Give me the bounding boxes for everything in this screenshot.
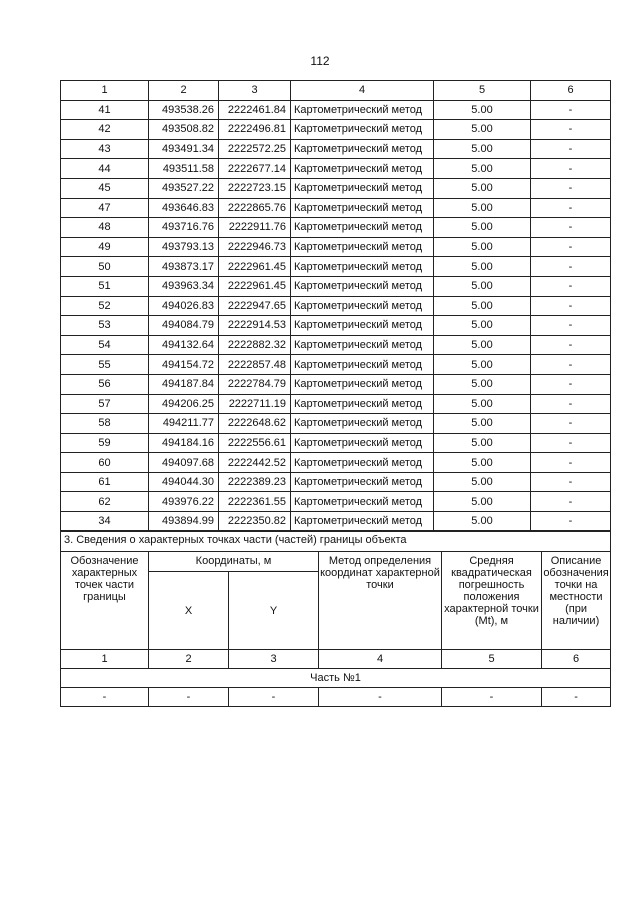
points-table-body xyxy=(61,81,611,532)
point-number: 54 xyxy=(61,335,149,355)
column-number: 4 xyxy=(291,81,434,101)
method: Картометрический метод xyxy=(291,159,434,179)
accuracy: 5.00 xyxy=(434,414,531,434)
coord-y: 2222556.61 xyxy=(219,433,291,453)
coord-y: 2222389.23 xyxy=(219,472,291,492)
section-3-cell: - xyxy=(442,688,542,707)
description: - xyxy=(531,198,611,218)
method: Картометрический метод xyxy=(291,335,434,355)
coord-x: 493716.76 xyxy=(149,218,219,238)
accuracy: 5.00 xyxy=(434,276,531,296)
method: Картометрический метод xyxy=(291,316,434,336)
header-accuracy: Средняя квадратическая погрешность положения характерной точки (Mt), м xyxy=(442,552,542,650)
description: - xyxy=(531,492,611,512)
coord-y: 2222946.73 xyxy=(219,237,291,257)
header-x: X xyxy=(149,572,229,650)
column-number: 5 xyxy=(442,650,542,669)
method: Картометрический метод xyxy=(291,120,434,140)
coord-x: 494044.30 xyxy=(149,472,219,492)
table-row xyxy=(61,316,611,336)
accuracy: 5.00 xyxy=(434,394,531,414)
method: Картометрический метод xyxy=(291,414,434,434)
column-number: 1 xyxy=(61,650,149,669)
method: Картометрический метод xyxy=(291,374,434,394)
coord-x: 493793.13 xyxy=(149,237,219,257)
table-row xyxy=(61,394,611,414)
part-label: Часть №1 xyxy=(61,669,611,688)
section-3-cell: - xyxy=(149,688,229,707)
table-row xyxy=(61,100,611,120)
method: Картометрический метод xyxy=(291,139,434,159)
point-number: 34 xyxy=(61,512,149,532)
coord-y: 2222784.79 xyxy=(219,374,291,394)
point-number: 56 xyxy=(61,374,149,394)
coord-x: 494026.83 xyxy=(149,296,219,316)
column-number: 6 xyxy=(542,650,611,669)
coord-y: 2222961.45 xyxy=(219,257,291,277)
coord-x: 493873.17 xyxy=(149,257,219,277)
method: Картометрический метод xyxy=(291,276,434,296)
coord-y: 2222857.48 xyxy=(219,355,291,375)
coord-y: 2222496.81 xyxy=(219,120,291,140)
description: - xyxy=(531,414,611,434)
coord-y: 2222572.25 xyxy=(219,139,291,159)
column-number: 1 xyxy=(61,81,149,101)
method: Картометрический метод xyxy=(291,237,434,257)
description: - xyxy=(531,296,611,316)
coord-x: 493491.34 xyxy=(149,139,219,159)
header-method: Метод определения координат характерной точки xyxy=(319,552,442,650)
table-row xyxy=(61,414,611,434)
table-row xyxy=(61,120,611,140)
section-3-cell: - xyxy=(229,688,319,707)
coord-x: 494184.16 xyxy=(149,433,219,453)
accuracy: 5.00 xyxy=(434,100,531,120)
method: Картометрический метод xyxy=(291,453,434,473)
column-number: 3 xyxy=(229,650,319,669)
table-row xyxy=(61,237,611,257)
description: - xyxy=(531,237,611,257)
coord-x: 493527.22 xyxy=(149,178,219,198)
table-row xyxy=(61,472,611,492)
coord-y: 2222350.82 xyxy=(219,512,291,532)
accuracy: 5.00 xyxy=(434,159,531,179)
method: Картометрический метод xyxy=(291,512,434,532)
point-number: 41 xyxy=(61,100,149,120)
description: - xyxy=(531,316,611,336)
coord-x: 494187.84 xyxy=(149,374,219,394)
coord-y: 2222947.65 xyxy=(219,296,291,316)
description: - xyxy=(531,472,611,492)
column-number: 6 xyxy=(531,81,611,101)
accuracy: 5.00 xyxy=(434,178,531,198)
point-number: 49 xyxy=(61,237,149,257)
table-row xyxy=(61,492,611,512)
point-number: 42 xyxy=(61,120,149,140)
coord-x: 493508.82 xyxy=(149,120,219,140)
coord-y: 2222711.19 xyxy=(219,394,291,414)
table-row xyxy=(61,139,611,159)
table-row xyxy=(61,257,611,277)
section-3-cell: - xyxy=(319,688,442,707)
coord-y: 2222461.84 xyxy=(219,100,291,120)
point-number: 45 xyxy=(61,178,149,198)
method: Картометрический метод xyxy=(291,100,434,120)
description: - xyxy=(531,433,611,453)
table-row xyxy=(61,159,611,179)
method: Картометрический метод xyxy=(291,198,434,218)
table-row xyxy=(61,512,611,532)
point-number: 55 xyxy=(61,355,149,375)
accuracy: 5.00 xyxy=(434,296,531,316)
point-number: 57 xyxy=(61,394,149,414)
section-3-table xyxy=(60,530,611,707)
description: - xyxy=(531,139,611,159)
point-number: 58 xyxy=(61,414,149,434)
accuracy: 5.00 xyxy=(434,237,531,257)
coord-x: 494084.79 xyxy=(149,316,219,336)
method: Картометрический метод xyxy=(291,394,434,414)
table-row xyxy=(61,355,611,375)
header-y: Y xyxy=(229,572,319,650)
coord-y: 2222865.76 xyxy=(219,198,291,218)
points-table-header xyxy=(61,81,611,101)
method: Картометрический метод xyxy=(291,178,434,198)
coord-y: 2222961.45 xyxy=(219,276,291,296)
section-3-cell: - xyxy=(542,688,611,707)
point-number: 61 xyxy=(61,472,149,492)
coord-y: 2222677.14 xyxy=(219,159,291,179)
method: Картометрический метод xyxy=(291,355,434,375)
header-coordinates: Координаты, м xyxy=(149,552,319,572)
table-row xyxy=(61,335,611,355)
point-number: 43 xyxy=(61,139,149,159)
column-number: 3 xyxy=(219,81,291,101)
method: Картометрический метод xyxy=(291,257,434,277)
accuracy: 5.00 xyxy=(434,472,531,492)
header-description: Описание обозначения точки на местности (при наличии) xyxy=(542,552,611,650)
point-number: 59 xyxy=(61,433,149,453)
points-table xyxy=(60,80,611,532)
accuracy: 5.00 xyxy=(434,453,531,473)
point-number: 52 xyxy=(61,296,149,316)
point-number: 60 xyxy=(61,453,149,473)
coord-y: 2222723.15 xyxy=(219,178,291,198)
description: - xyxy=(531,218,611,238)
accuracy: 5.00 xyxy=(434,218,531,238)
point-number: 62 xyxy=(61,492,149,512)
method: Картометрический метод xyxy=(291,472,434,492)
point-number: 44 xyxy=(61,159,149,179)
column-number: 5 xyxy=(434,81,531,101)
coord-x: 494206.25 xyxy=(149,394,219,414)
method: Картометрический метод xyxy=(291,433,434,453)
method: Картометрический метод xyxy=(291,296,434,316)
column-number: 2 xyxy=(149,81,219,101)
table-row xyxy=(61,453,611,473)
accuracy: 5.00 xyxy=(434,335,531,355)
accuracy: 5.00 xyxy=(434,374,531,394)
coord-y: 2222911.76 xyxy=(219,218,291,238)
coord-x: 494132.64 xyxy=(149,335,219,355)
table-row xyxy=(61,178,611,198)
table-row xyxy=(61,198,611,218)
description: - xyxy=(531,159,611,179)
coord-x: 494097.68 xyxy=(149,453,219,473)
coord-x: 494154.72 xyxy=(149,355,219,375)
accuracy: 5.00 xyxy=(434,492,531,512)
point-number: 48 xyxy=(61,218,149,238)
table-row xyxy=(61,276,611,296)
description: - xyxy=(531,276,611,296)
method: Картометрический метод xyxy=(291,492,434,512)
coord-y: 2222442.52 xyxy=(219,453,291,473)
point-number: 47 xyxy=(61,198,149,218)
description: - xyxy=(531,120,611,140)
table-row xyxy=(61,374,611,394)
coord-y: 2222882.32 xyxy=(219,335,291,355)
description: - xyxy=(531,394,611,414)
column-number: 4 xyxy=(319,650,442,669)
coord-x: 493538.26 xyxy=(149,100,219,120)
method: Картометрический метод xyxy=(291,218,434,238)
point-number: 50 xyxy=(61,257,149,277)
coord-y: 2222914.53 xyxy=(219,316,291,336)
coord-x: 493963.34 xyxy=(149,276,219,296)
accuracy: 5.00 xyxy=(434,355,531,375)
header-designation: Обозначение характерных точек части границы xyxy=(61,552,149,650)
coord-x: 493976.22 xyxy=(149,492,219,512)
section-3-title: 3. Сведения о характерных точках части (частей) границы объекта xyxy=(61,531,611,552)
coord-x: 493894.99 xyxy=(149,512,219,532)
section-3-cell: - xyxy=(61,688,149,707)
description: - xyxy=(531,374,611,394)
column-number: 2 xyxy=(149,650,229,669)
page-number: 112 xyxy=(310,54,330,68)
accuracy: 5.00 xyxy=(434,257,531,277)
accuracy: 5.00 xyxy=(434,198,531,218)
description: - xyxy=(531,335,611,355)
coord-x: 493511.58 xyxy=(149,159,219,179)
accuracy: 5.00 xyxy=(434,139,531,159)
table-row xyxy=(61,218,611,238)
point-number: 53 xyxy=(61,316,149,336)
accuracy: 5.00 xyxy=(434,512,531,532)
coord-x: 493646.83 xyxy=(149,198,219,218)
description: - xyxy=(531,512,611,532)
description: - xyxy=(531,178,611,198)
table-row xyxy=(61,433,611,453)
accuracy: 5.00 xyxy=(434,433,531,453)
description: - xyxy=(531,453,611,473)
description: - xyxy=(531,355,611,375)
coord-y: 2222361.55 xyxy=(219,492,291,512)
description: - xyxy=(531,100,611,120)
table-row xyxy=(61,296,611,316)
description: - xyxy=(531,257,611,277)
coord-x: 494211.77 xyxy=(149,414,219,434)
accuracy: 5.00 xyxy=(434,120,531,140)
accuracy: 5.00 xyxy=(434,316,531,336)
coord-y: 2222648.62 xyxy=(219,414,291,434)
point-number: 51 xyxy=(61,276,149,296)
